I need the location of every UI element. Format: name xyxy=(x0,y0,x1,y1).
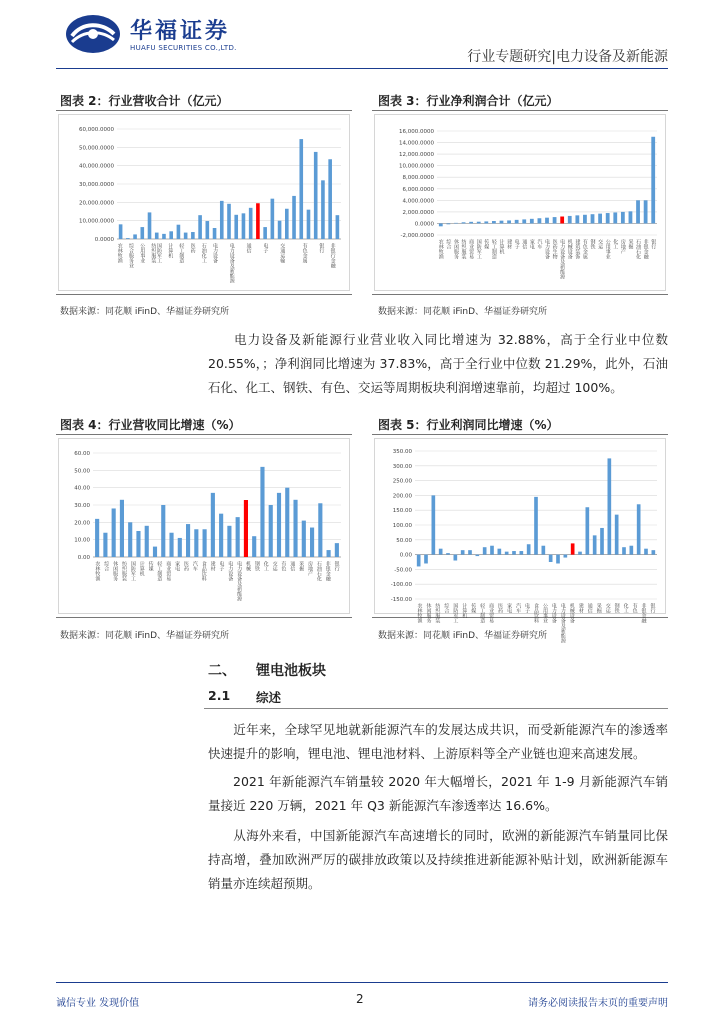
x-tick-label: 公用事业 xyxy=(604,239,611,259)
x-tick-label: 机械设备 xyxy=(568,603,575,623)
y-tick-label: 100.00 xyxy=(392,523,412,529)
y-tick-label: 20.00 xyxy=(74,520,90,527)
x-tick-label: 计算机 xyxy=(498,239,505,254)
x-tick-label: 休闲服务 xyxy=(112,561,119,581)
bar xyxy=(593,535,597,554)
x-tick-label: 通信 xyxy=(245,243,252,253)
x-tick-label: 交运 xyxy=(604,603,611,613)
bar xyxy=(328,159,332,239)
bar xyxy=(148,212,152,239)
x-tick-label: 钢铁 xyxy=(613,603,620,613)
x-tick-label: 电子 xyxy=(513,239,520,249)
x-tick-label: 非银金融 xyxy=(642,239,649,259)
x-tick-label: 食品饮料 xyxy=(533,603,539,623)
bar xyxy=(515,220,519,224)
x-tick-label: 石油石化 xyxy=(315,561,322,581)
bar xyxy=(184,233,188,239)
x-tick-label: 化工 xyxy=(262,561,269,571)
bar xyxy=(198,215,202,239)
figure-2-title: 图表 2：行业营收合计（亿元） xyxy=(60,94,229,108)
header-divider xyxy=(56,68,668,69)
x-tick-label: 银行 xyxy=(649,603,656,613)
bar xyxy=(169,231,173,239)
x-tick-label: 国防军工 xyxy=(475,239,482,259)
bar xyxy=(293,500,297,557)
x-tick-label: 采掘 xyxy=(627,239,634,249)
y-tick-label: 60,000.0000 xyxy=(79,127,114,133)
bar xyxy=(140,227,144,239)
bar xyxy=(468,550,472,554)
y-tick-label: 50.00 xyxy=(396,537,412,544)
figure-3-source: 数据来源：同花顺 iFinD、华福证券研究所 xyxy=(378,307,548,317)
bar xyxy=(598,214,602,224)
bar xyxy=(155,233,159,239)
bar xyxy=(310,528,314,557)
bar xyxy=(461,550,465,554)
bar xyxy=(571,543,575,554)
bar xyxy=(335,543,339,557)
y-tick-label: 14,000.0000 xyxy=(399,140,434,147)
bar xyxy=(520,551,524,555)
x-tick-label: 医药 xyxy=(497,603,504,613)
x-tick-label: 休闲服务 xyxy=(452,239,459,259)
x-tick-label: 国防军工 xyxy=(452,603,459,623)
page-number: 2 xyxy=(356,992,364,1006)
y-tick-label: 50.00 xyxy=(74,468,90,475)
figure-2-source: 数据来源：同花顺 iFinD、华福证券研究所 xyxy=(60,307,230,317)
bar xyxy=(469,222,473,224)
x-tick-label: 有色金属 xyxy=(581,239,588,259)
bar xyxy=(292,196,296,239)
paragraph-3-text: 2021 年新能源汽车销量较 2020 年大幅增长，2021 年 1-9 月新能源汽车销量接近 220 万辆，2021 年 Q3 新能源汽车渗透率达 16.6%。 xyxy=(208,774,668,813)
bar xyxy=(615,515,619,555)
bar xyxy=(527,544,531,554)
bar xyxy=(530,219,534,224)
bar xyxy=(608,458,612,554)
bar xyxy=(234,215,238,239)
section-number: 二、 xyxy=(208,663,236,679)
bar xyxy=(545,218,549,224)
bar xyxy=(178,538,182,557)
x-tick-label: 电力设备及新能源 xyxy=(559,239,566,279)
bar xyxy=(227,204,231,239)
x-tick-label: 计算机 xyxy=(461,603,468,618)
bar xyxy=(483,547,487,554)
section-title: 锂电池板块 xyxy=(256,663,326,679)
x-tick-label: 石油化工 xyxy=(200,243,207,263)
x-tick-label: 房地产 xyxy=(307,561,313,576)
huafu-logo-icon xyxy=(64,12,122,56)
bar xyxy=(477,222,481,224)
bar xyxy=(644,200,648,223)
x-tick-label: 轻工制造 xyxy=(178,243,185,263)
bar xyxy=(277,493,281,557)
bar xyxy=(583,215,587,224)
bar xyxy=(629,211,633,223)
x-tick-label: 机械设备 xyxy=(566,239,573,259)
y-tick-label: 200.00 xyxy=(392,493,412,500)
figure-3-title: 图表 3：行业净利润合计（亿元） xyxy=(378,94,559,108)
x-tick-label: 银行 xyxy=(650,239,657,249)
bar xyxy=(219,514,223,557)
bar xyxy=(417,555,421,567)
y-tick-label: 10,000.0000 xyxy=(79,218,114,225)
figure-5-source: 数据来源：同花顺 iFinD、华福证券研究所 xyxy=(378,631,548,641)
x-tick-label: 通信 xyxy=(521,239,528,249)
y-tick-label: 300.00 xyxy=(392,463,412,470)
subsection-divider xyxy=(204,708,668,709)
x-tick-label: 银行 xyxy=(318,243,325,253)
x-tick-label: 综合 xyxy=(103,561,110,571)
bar xyxy=(236,517,240,557)
bar xyxy=(314,152,318,239)
bar xyxy=(285,488,289,557)
subsection-number: 2.1 xyxy=(208,688,231,703)
y-tick-label: 350.00 xyxy=(392,449,412,455)
bar xyxy=(203,529,207,557)
x-tick-label: 家电 xyxy=(174,561,181,571)
bar xyxy=(652,550,656,554)
x-tick-label: 综合服务业 xyxy=(128,243,134,268)
bar xyxy=(622,547,626,554)
x-tick-label: 休闲服务 xyxy=(425,603,432,623)
y-tick-label: 0.00 xyxy=(77,555,90,561)
x-tick-label: 计算机 xyxy=(167,243,174,258)
bar xyxy=(95,519,99,557)
x-tick-label: 钢铁 xyxy=(253,561,260,571)
bar xyxy=(600,528,604,555)
figure-3-chart xyxy=(375,115,665,290)
subsection-title: 综述 xyxy=(256,690,282,705)
bar xyxy=(564,555,568,558)
bar xyxy=(133,234,137,239)
x-tick-label: 汽车 xyxy=(536,239,543,249)
y-tick-label: 30.00 xyxy=(74,503,90,509)
x-tick-label: 农林牧渔 xyxy=(437,239,444,259)
bar xyxy=(211,493,215,557)
paragraph-2 xyxy=(208,718,668,766)
x-tick-label: 电力设备及新能源 xyxy=(559,603,566,643)
x-tick-label: 银行 xyxy=(333,561,340,571)
x-tick-label: 房地产 xyxy=(619,239,626,254)
bar xyxy=(249,208,253,239)
x-tick-label: 电子 xyxy=(218,561,225,571)
x-tick-label: 纺织服装 xyxy=(460,239,467,259)
bar xyxy=(206,221,210,239)
paragraph-1 xyxy=(208,328,668,400)
x-tick-label: 通信 xyxy=(586,603,593,613)
x-tick-label: 农林牧渔 xyxy=(416,603,423,623)
footer-slogan: 诚信专业 发现价值 xyxy=(56,998,140,1009)
y-tick-label: 50,000.0000 xyxy=(79,145,114,152)
x-tick-label: 公用事业 xyxy=(139,243,146,263)
bar xyxy=(227,526,231,557)
y-tick-label: 2,000.0000 xyxy=(402,209,434,216)
y-tick-label: 60.00 xyxy=(74,451,90,457)
logo-subtitle: HUAFU SECURITIES CO.,LTD. xyxy=(130,44,237,52)
x-tick-label: 非银行金融 xyxy=(329,243,336,268)
y-tick-label: -2,000.0000 xyxy=(400,233,434,239)
bar xyxy=(522,219,526,223)
x-tick-label: 医药生物 xyxy=(551,239,558,259)
y-tick-label: 150.00 xyxy=(392,508,412,515)
x-tick-label: 传媒 xyxy=(470,603,477,613)
x-tick-label: 商业贸易 xyxy=(165,561,172,581)
x-tick-label: 电力设备及新能源 xyxy=(236,561,243,601)
x-tick-label: 交运 xyxy=(597,239,604,249)
bar xyxy=(630,546,634,555)
paragraph-4-text: 从海外来看，中国新能源汽车高速增长的同时，欧洲的新能源汽车销量同比保持高增，叠加欧洲严厉的碳排放政策以及持续推进新能源补贴计划，欧洲新能源车销量亦连续超预期。 xyxy=(208,828,668,891)
figure-3-chart-box xyxy=(374,114,666,291)
footer-disclaimer: 请务必阅读报告末页的重要声明 xyxy=(528,998,668,1009)
paragraph-2-text: 近年来，全球罕见地就新能源汽车的发展达成共识，而受新能源汽车的渗透率快速提升的影响，锂电池、锂电池材料、上游原料等全产业链也迎来高速发展。 xyxy=(208,722,668,761)
x-tick-label: 纺织服装 xyxy=(121,561,127,581)
logo-name: 华福证券 xyxy=(130,19,231,44)
bar xyxy=(484,221,488,223)
bar xyxy=(439,223,443,226)
x-tick-label: 建材 xyxy=(209,561,216,571)
x-tick-label: 家电 xyxy=(528,239,535,249)
bar xyxy=(500,221,504,224)
x-tick-label: 轻工制造 xyxy=(479,603,486,623)
bar xyxy=(498,549,502,555)
paragraph-4 xyxy=(208,824,668,896)
bar xyxy=(260,467,264,557)
bar xyxy=(454,555,458,561)
x-tick-label: 非银金融 xyxy=(324,561,331,581)
x-tick-label: 采掘 xyxy=(595,603,602,613)
x-tick-label: 化工 xyxy=(612,239,619,249)
bar xyxy=(299,139,303,239)
x-tick-label: 传媒 xyxy=(147,561,154,571)
paragraph-1-text: 电力设备及新能源行业营业收入同比增速为 32.88%，高于全行业中位数 20.55%，；净利润同比增速为 37.83%，高于全行业中位数 21.29%，此外，石油石化、化工、钢铁、有色、交运等周期板块利润增速靠前，均超过 100%。 xyxy=(208,332,668,395)
bar xyxy=(586,507,590,554)
bar xyxy=(560,217,564,224)
bar xyxy=(252,536,256,557)
x-tick-label: 机械 xyxy=(245,561,251,571)
x-tick-label: 建材 xyxy=(577,603,584,613)
y-tick-label: 10.00 xyxy=(74,537,90,544)
bar xyxy=(244,500,248,557)
bar xyxy=(126,238,130,239)
x-tick-label: 非银金融 xyxy=(640,603,647,623)
x-tick-label: 计算机 xyxy=(138,561,145,576)
x-tick-label: 电力设备及新能源 xyxy=(228,243,235,283)
bar xyxy=(318,503,322,557)
x-tick-label: 电力设备 xyxy=(212,243,218,263)
x-tick-label: 医药 xyxy=(183,561,189,571)
bar xyxy=(476,555,480,556)
x-tick-label: 家电 xyxy=(506,603,513,613)
bar xyxy=(454,223,458,224)
x-tick-label: 国防军工 xyxy=(156,243,162,263)
bar xyxy=(490,546,494,555)
bar xyxy=(153,547,157,557)
y-tick-label: 40.00 xyxy=(74,485,90,492)
x-tick-label: 石油石化 xyxy=(635,239,642,259)
bar xyxy=(651,137,655,224)
bar xyxy=(145,526,149,557)
x-tick-label: 农林牧渔 xyxy=(94,561,101,581)
x-tick-label: 商业贸易 xyxy=(468,239,475,259)
x-tick-label: 通信 xyxy=(289,561,296,571)
y-tick-label: 20,000.0000 xyxy=(79,200,114,207)
bar xyxy=(128,522,132,557)
bar xyxy=(177,225,181,239)
bar xyxy=(213,228,217,239)
y-tick-label: 10,000.0000 xyxy=(399,163,434,170)
bar xyxy=(191,232,195,239)
x-tick-label: 国防军工 xyxy=(129,561,136,581)
bar xyxy=(556,555,560,564)
x-tick-label: 有色金属 xyxy=(301,243,308,263)
x-tick-label: 汽车 xyxy=(191,561,198,571)
figure-4-chart xyxy=(59,439,349,613)
bar xyxy=(492,221,496,223)
bar xyxy=(162,234,166,239)
y-tick-label: 16,000.0000 xyxy=(399,129,434,135)
x-tick-label: 交通运输 xyxy=(279,243,286,263)
x-tick-label: 轻工制造 xyxy=(490,239,497,259)
bar xyxy=(120,500,124,557)
bar xyxy=(462,222,466,223)
bar xyxy=(136,531,140,557)
x-tick-label: 采掘 xyxy=(298,561,305,571)
x-tick-label: 商业贸易 xyxy=(488,603,495,623)
x-tick-label: 电子 xyxy=(524,603,531,613)
bar xyxy=(336,215,340,239)
y-tick-label: 0.0000 xyxy=(414,221,434,228)
bar xyxy=(103,533,107,557)
figure-5-title: 图表 5：行业利润同比增速（%） xyxy=(378,418,559,432)
y-tick-label: 12,000.0000 xyxy=(399,152,434,159)
bar xyxy=(636,200,640,223)
bar xyxy=(613,212,617,223)
y-tick-label: 0.0000 xyxy=(94,237,114,243)
bar xyxy=(505,552,509,555)
x-tick-label: 汽车 xyxy=(515,603,522,613)
x-tick-label: 轻工制造 xyxy=(156,561,163,581)
bar xyxy=(575,215,579,223)
x-tick-label: 建筑装饰 xyxy=(574,239,581,259)
bar xyxy=(302,521,306,557)
y-tick-label: 8,000.0000 xyxy=(402,175,434,182)
bar xyxy=(278,221,282,239)
bar xyxy=(568,216,572,224)
y-tick-label: -150.00 xyxy=(390,597,412,603)
bar xyxy=(606,213,610,223)
bar xyxy=(549,555,553,562)
bar xyxy=(512,551,516,555)
x-tick-label: 食品饮料 xyxy=(200,561,207,581)
bar xyxy=(285,209,289,239)
bar xyxy=(507,220,511,223)
bar xyxy=(186,524,190,557)
paragraph-3 xyxy=(208,770,668,818)
y-tick-label: 4,000.0000 xyxy=(402,198,434,205)
bar xyxy=(271,199,275,239)
footer-divider xyxy=(56,982,668,983)
bar xyxy=(112,508,116,557)
y-tick-label: 30,000.0000 xyxy=(79,182,114,188)
bar xyxy=(194,529,198,557)
x-tick-label: 电力设备 xyxy=(544,239,550,259)
figure-2-chart-box xyxy=(58,114,350,291)
bar xyxy=(307,210,311,239)
y-tick-label: -50.00 xyxy=(394,567,412,574)
y-tick-label: 250.00 xyxy=(392,478,412,485)
figure-4-source: 数据来源：同花顺 iFinD、华福证券研究所 xyxy=(60,631,230,641)
x-tick-label: 纺织服装 xyxy=(434,603,441,623)
bar xyxy=(446,223,450,224)
bar xyxy=(542,546,546,555)
x-tick-label: 电力设备 xyxy=(227,561,234,581)
x-tick-label: 电子 xyxy=(262,243,269,253)
bar xyxy=(439,549,443,555)
bar xyxy=(534,497,538,555)
x-tick-label: 纺织服装 xyxy=(150,243,157,263)
figure-4-title: 图表 4：行业营收同比增速（%） xyxy=(60,418,241,432)
bar xyxy=(242,213,246,239)
figure-2-chart xyxy=(59,115,349,290)
bar xyxy=(644,549,648,555)
bar xyxy=(424,555,428,564)
bar xyxy=(578,552,582,555)
bar xyxy=(553,217,557,223)
bar xyxy=(256,203,260,239)
bar xyxy=(263,227,267,239)
y-tick-label: -100.00 xyxy=(390,582,412,589)
bar xyxy=(432,495,436,554)
x-tick-label: 医药 xyxy=(189,243,196,253)
x-tick-label: 电力设备 xyxy=(550,603,557,623)
x-tick-label: 交运 xyxy=(271,561,278,571)
bar xyxy=(327,550,331,557)
x-tick-label: 公用事业 xyxy=(541,603,548,623)
x-tick-label: 有色 xyxy=(631,603,638,613)
bar xyxy=(321,180,325,239)
bar xyxy=(637,504,641,554)
figure-4-chart-box xyxy=(58,438,350,614)
x-tick-label: 传媒 xyxy=(483,239,490,249)
y-tick-label: 0.00 xyxy=(399,552,412,559)
bar xyxy=(591,214,595,223)
y-tick-label: 40,000.0000 xyxy=(79,163,114,170)
x-tick-label: 化工 xyxy=(622,603,629,613)
report-type: 行业专题研究|电力设备及新能源 xyxy=(467,49,668,65)
y-tick-label: 6,000.0000 xyxy=(402,186,434,193)
x-tick-label: 农林牧渔 xyxy=(116,243,123,263)
x-tick-label: 综合 xyxy=(445,239,452,249)
bar xyxy=(169,533,173,557)
x-tick-label: 钢铁 xyxy=(589,239,596,249)
bar xyxy=(161,505,165,557)
x-tick-label: 综合 xyxy=(443,603,450,613)
x-tick-label: 建材 xyxy=(506,239,513,249)
bar xyxy=(621,212,625,224)
x-tick-label: 有色 xyxy=(280,561,287,571)
bar xyxy=(269,505,273,557)
bar xyxy=(538,218,542,223)
bar xyxy=(446,553,450,554)
bar xyxy=(220,201,224,239)
bar xyxy=(119,224,123,239)
